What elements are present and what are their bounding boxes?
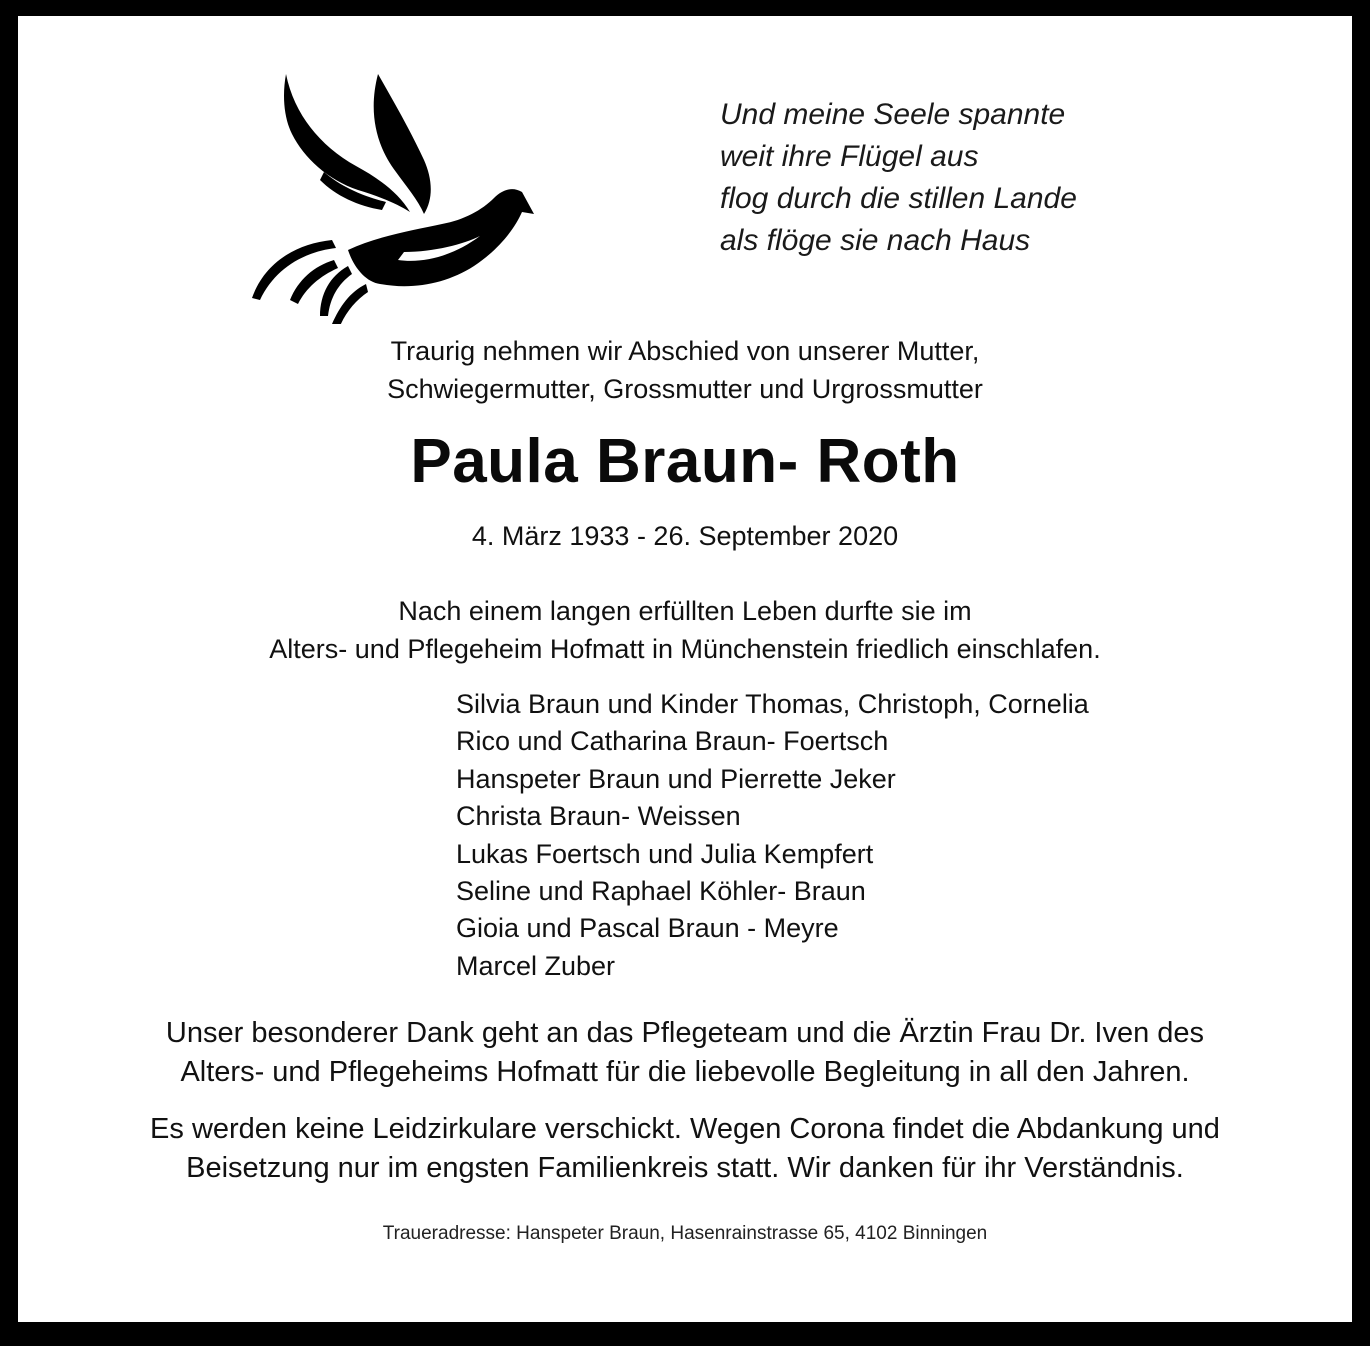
passing-line: Alters- und Pflegeheim Hofmatt in Münchenstein friedlich einschlafen.	[269, 634, 1101, 664]
obituary-card	[18, 16, 1352, 1322]
poem-line: als flöge sie nach Haus	[720, 224, 1031, 257]
poem-line: weit ihre Flügel aus	[720, 140, 979, 173]
poem-line: Und meine Seele spannte	[720, 98, 1066, 131]
family-member: Lukas Foertsch und Julia Kempfert	[456, 838, 874, 869]
intro-line: Traurig nehmen wir Abschied von unserer Mutter,	[390, 336, 980, 366]
intro-text	[18, 332, 1352, 408]
family-member: Hanspeter Braun und Pierrette Jeker	[456, 763, 896, 794]
family-member: Christa Braun- Weissen	[456, 801, 741, 832]
passing-line: Nach einem langen erfüllten Leben durfte sie im	[398, 596, 972, 626]
family-list	[456, 686, 1089, 985]
family-member: Gioia und Pascal Braun - Meyre	[456, 913, 839, 944]
dove-icon	[228, 54, 548, 324]
deceased-name: Paula Braun- Roth	[410, 427, 960, 496]
family-member: Seline und Raphael Köhler- Braun	[456, 876, 866, 907]
poem-line: flog durch die stillen Lande	[720, 182, 1077, 215]
thanks-line: Unser besonderer Dank geht an das Pflegeteam und die Ärztin Frau Dr. Iven des	[165, 1017, 1205, 1049]
family-member: Silvia Braun und Kinder Thomas, Christoph, Cornelia	[456, 689, 1089, 719]
notice-line: Beisetzung nur im engsten Familienkreis statt. Wir danken für ihr Verständnis.	[186, 1152, 1184, 1184]
passing-text	[18, 592, 1352, 668]
intro-line: Schwiegermutter, Grossmutter und Urgrossmutter	[387, 374, 983, 404]
life-dates: 4. März 1933 - 26. September 2020	[471, 521, 899, 551]
family-member: Marcel Zuber	[456, 950, 616, 981]
mourning-address: Traueradresse: Hanspeter Braun, Hasenrainstrasse 65, 4102 Binningen	[382, 1223, 988, 1244]
notice-line: Es werden keine Leidzirkulare verschickt. Wegen Corona findet die Abdankung und	[150, 1113, 1220, 1145]
notice-text	[18, 1110, 1352, 1188]
thanks-text	[18, 1014, 1352, 1092]
thanks-line: Alters- und Pflegeheims Hofmatt für die liebevolle Begleitung in all den Jahren.	[180, 1056, 1190, 1088]
family-member: Rico und Catharina Braun- Foertsch	[456, 726, 889, 757]
poem	[720, 94, 1077, 262]
